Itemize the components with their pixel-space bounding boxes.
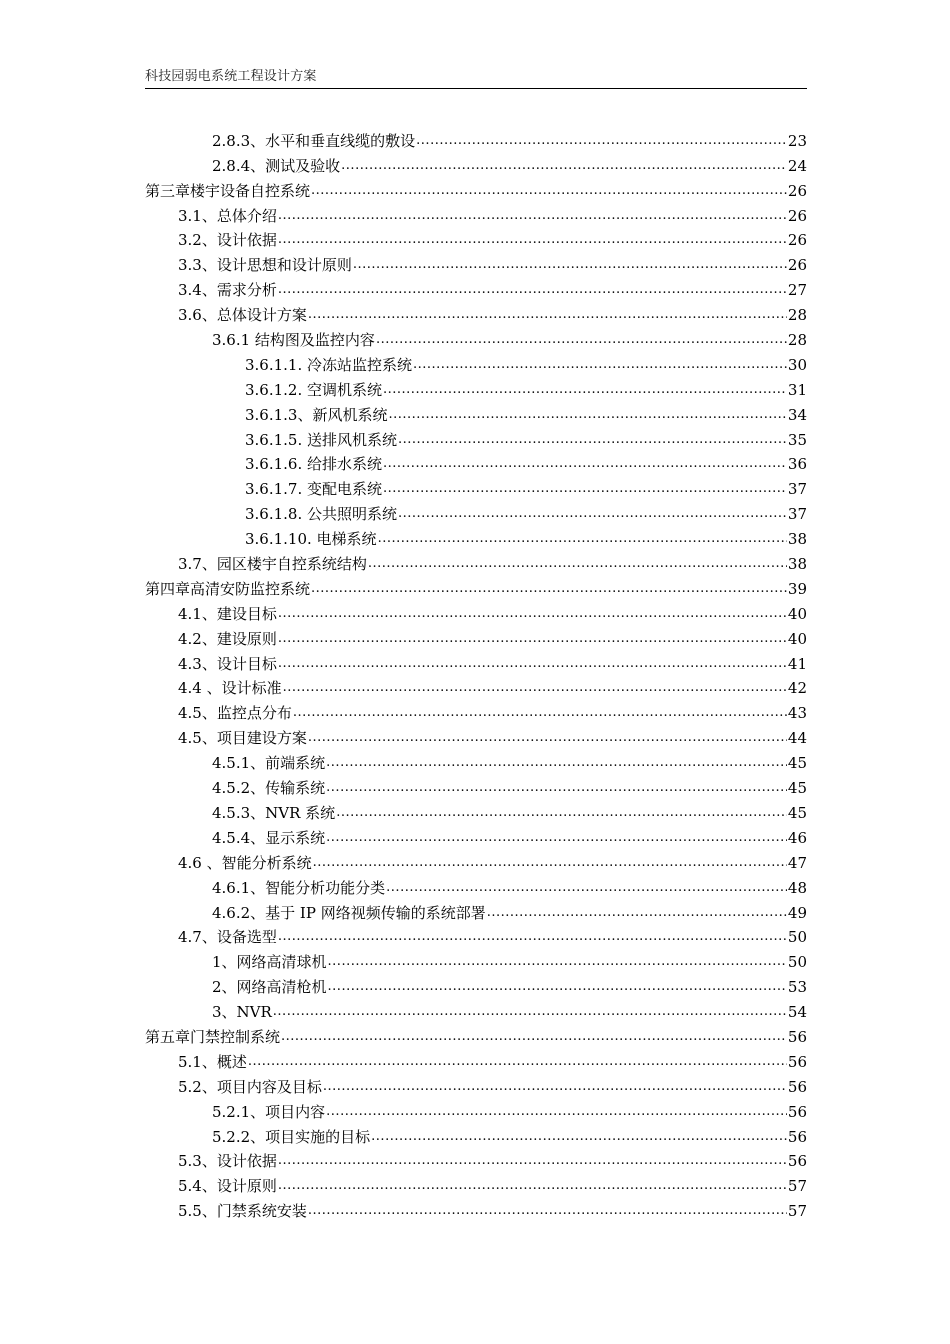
toc-dot-leader [398,504,787,524]
toc-dot-leader [328,977,787,997]
toc-page-number: 48 [787,878,807,897]
toc-entry-label: 3、NVR [212,1003,272,1022]
toc-entry-label: 3.6.1.8. 公共照明系统 [245,505,398,524]
toc-entry-label: 3.6.1 结构图及监控内容 [212,331,375,350]
toc-page-number: 47 [787,853,807,872]
toc-entry-label: 5.2.1、项目内容 [212,1102,326,1121]
toc-entry-label: 4.6 、智能分析系统 [178,853,312,872]
toc-entry[interactable] [145,375,807,400]
toc-entry[interactable] [145,450,807,475]
toc-dot-leader [398,430,787,450]
toc-page-number: 24 [787,156,807,175]
toc-page-number: 53 [787,978,807,997]
toc-dot-leader [293,703,787,723]
toc-page-number: 43 [787,704,807,723]
toc-entry[interactable] [145,1171,807,1196]
toc-dot-leader [383,454,787,474]
toc-entry[interactable] [145,848,807,873]
toc-page-number: 31 [787,380,807,399]
toc-entry-label: 3.2、设计依据 [178,231,277,250]
toc-page-number: 26 [787,231,807,250]
toc-dot-leader [308,728,787,748]
toc-entry[interactable] [145,1072,807,1097]
toc-dot-leader [308,1201,787,1221]
toc-entry-label: 4.6.1、智能分析功能分类 [212,878,386,897]
toc-dot-leader [326,1102,787,1122]
table-of-contents [145,126,807,1221]
toc-entry-label: 第五章门禁控制系统 [145,1027,281,1046]
toc-entry[interactable] [145,624,807,649]
toc-entry[interactable] [145,823,807,848]
toc-entry[interactable] [145,400,807,425]
toc-entry[interactable] [145,524,807,549]
toc-entry-label: 2.8.4、测试及验收 [212,156,341,175]
toc-entry[interactable] [145,1097,807,1122]
toc-page-number: 26 [787,206,807,225]
toc-dot-leader [336,803,787,823]
toc-entry[interactable] [145,1022,807,1047]
toc-page-number: 57 [787,1202,807,1221]
toc-page-number: 40 [787,629,807,648]
toc-dot-leader [371,1127,787,1147]
toc-entry-label: 3.6.1.3、新风机系统 [245,405,388,424]
toc-entry-label: 4.4 、设计标准 [178,679,282,698]
toc-dot-leader [248,1052,787,1072]
toc-entry-label: 3.4、需求分析 [178,281,277,300]
toc-entry-label: 5.5、门禁系统安装 [178,1202,307,1221]
toc-page-number: 45 [787,803,807,822]
toc-entry-label: 3.6、总体设计方案 [178,306,307,325]
toc-entry[interactable] [145,723,807,748]
toc-entry[interactable] [145,1196,807,1221]
toc-entry-label: 2、网络高清枪机 [212,978,327,997]
toc-page-number: 37 [787,505,807,524]
toc-page-number: 56 [787,1027,807,1046]
toc-page-number: 56 [787,1052,807,1071]
toc-page-number: 57 [787,1177,807,1196]
toc-page-number: 23 [787,131,807,150]
toc-dot-leader [341,156,787,176]
toc-entry[interactable] [145,474,807,499]
toc-entry[interactable] [145,698,807,723]
toc-page-number: 46 [787,828,807,847]
toc-dot-leader [308,305,787,325]
toc-dot-leader [326,778,787,798]
toc-entry[interactable] [145,176,807,201]
toc-entry-label: 4.5.3、NVR 系统 [212,803,336,822]
toc-entry-label: 5.1、概述 [178,1052,247,1071]
toc-page-number: 56 [787,1127,807,1146]
toc-entry-label: 3.6.1.5. 送排风机系统 [245,430,398,449]
toc-dot-leader [311,579,787,599]
toc-entry-label: 第四章高清安防监控系统 [145,579,311,598]
toc-entry[interactable] [145,126,807,151]
toc-page-number: 45 [787,779,807,798]
toc-entry[interactable] [145,674,807,699]
toc-entry[interactable] [145,972,807,997]
toc-entry[interactable] [145,947,807,972]
toc-entry-label: 3.7、园区楼宇自控系统结构 [178,555,367,574]
toc-entry-label: 4.1、建设目标 [178,604,277,623]
toc-entry-label: 3.6.1.2. 空调机系统 [245,380,383,399]
toc-dot-leader [323,1077,787,1097]
toc-entry-label: 3.6.1.1. 冷冻站监控系统 [245,355,413,374]
toc-entry-label: 4.2、建设原则 [178,629,277,648]
toc-entry-label: 3.3、设计思想和设计原则 [178,256,352,275]
toc-page-number: 30 [787,355,807,374]
header-title: 科技园弱电系统工程设计方案 [145,69,317,84]
toc-dot-leader [278,206,787,226]
toc-page-number: 56 [787,1102,807,1121]
toc-page-number: 38 [787,530,807,549]
toc-entry-label: 1、网络高清球机 [212,953,327,972]
toc-entry[interactable] [145,1047,807,1072]
toc-entry-label: 4.3、设计目标 [178,654,277,673]
toc-entry-label: 第三章楼宇设备自控系统 [145,181,311,200]
toc-dot-leader [378,529,787,549]
toc-entry[interactable] [145,748,807,773]
toc-dot-leader [278,280,787,300]
toc-entry-label: 4.6.2、基于 IP 网络视频传输的系统部署 [212,903,486,922]
toc-entry[interactable] [145,873,807,898]
toc-page-number: 35 [787,430,807,449]
toc-page-number: 41 [787,654,807,673]
toc-dot-leader [383,380,787,400]
toc-dot-leader [487,903,787,923]
toc-page-number: 56 [787,1077,807,1096]
toc-entry[interactable] [145,499,807,524]
toc-entry[interactable] [145,425,807,450]
toc-page-number: 56 [787,1152,807,1171]
toc-entry-label: 5.2、项目内容及目标 [178,1077,322,1096]
toc-page-number: 28 [787,306,807,325]
toc-entry-label: 3.6.1.10. 电梯系统 [245,530,377,549]
toc-entry-label: 5.2.2、项目实施的目标 [212,1127,371,1146]
toc-dot-leader [326,753,787,773]
toc-entry[interactable] [145,325,807,350]
toc-entry[interactable] [145,1147,807,1172]
toc-page-number: 38 [787,555,807,574]
toc-dot-leader [278,654,787,674]
toc-dot-leader [281,1027,787,1047]
toc-dot-leader [416,131,787,151]
toc-entry-label: 3.6.1.6. 给排水系统 [245,455,383,474]
toc-page-number: 26 [787,181,807,200]
toc-entry[interactable] [145,574,807,599]
toc-entry[interactable] [145,599,807,624]
toc-page-number: 40 [787,604,807,623]
toc-dot-leader [313,853,787,873]
toc-dot-leader [368,554,787,574]
toc-entry[interactable] [145,997,807,1022]
toc-entry-label: 4.5.1、前端系统 [212,754,326,773]
toc-page-number: 45 [787,754,807,773]
toc-entry[interactable] [145,923,807,948]
toc-entry-label: 5.4、设计原则 [178,1177,277,1196]
toc-dot-leader [311,181,787,201]
toc-page-number: 50 [787,928,807,947]
toc-page-number: 37 [787,480,807,499]
toc-entry[interactable] [145,275,807,300]
toc-entry[interactable] [145,549,807,574]
toc-entry[interactable] [145,151,807,176]
toc-entry-label: 3.6.1.7. 变配电系统 [245,480,383,499]
toc-dot-leader [383,479,787,499]
toc-page-number: 44 [787,729,807,748]
page-header [145,64,807,89]
toc-dot-leader [376,330,787,350]
toc-entry-label: 4.5.4、显示系统 [212,828,326,847]
toc-dot-leader [328,952,787,972]
toc-entry-label: 4.5、监控点分布 [178,704,292,723]
toc-entry[interactable] [145,773,807,798]
toc-entry-label: 5.3、设计依据 [178,1152,277,1171]
toc-dot-leader [278,1176,787,1196]
toc-dot-leader [278,629,787,649]
toc-dot-leader [278,927,787,947]
toc-entry-label: 4.7、设备选型 [178,928,277,947]
toc-page-number: 54 [787,1003,807,1022]
toc-page-number: 28 [787,331,807,350]
toc-entry[interactable] [145,1122,807,1147]
toc-entry-label: 3.1、总体介绍 [178,206,277,225]
toc-dot-leader [278,1151,787,1171]
toc-entry[interactable] [145,226,807,251]
toc-page-number: 49 [787,903,807,922]
toc-entry[interactable] [145,350,807,375]
toc-entry[interactable] [145,649,807,674]
toc-page-number: 42 [787,679,807,698]
toc-dot-leader [273,1002,787,1022]
toc-page-number: 36 [787,455,807,474]
toc-dot-leader [353,255,787,275]
toc-dot-leader [278,230,787,250]
toc-dot-leader [388,405,786,425]
toc-entry[interactable] [145,250,807,275]
toc-dot-leader [326,828,787,848]
toc-entry[interactable] [145,300,807,325]
toc-entry[interactable] [145,201,807,226]
toc-page-number: 39 [787,579,807,598]
toc-page-number: 34 [787,405,807,424]
toc-entry[interactable] [145,898,807,923]
toc-entry-label: 4.5.2、传输系统 [212,779,326,798]
toc-entry-label: 4.5、项目建设方案 [178,729,307,748]
toc-entry[interactable] [145,798,807,823]
toc-dot-leader [278,604,787,624]
toc-page-number: 26 [787,256,807,275]
toc-dot-leader [413,355,787,375]
toc-page-number: 50 [787,953,807,972]
toc-entry-label: 2.8.3、水平和垂直线缆的敷设 [212,131,416,150]
toc-dot-leader [283,678,787,698]
toc-dot-leader [386,878,787,898]
toc-page-number: 27 [787,281,807,300]
